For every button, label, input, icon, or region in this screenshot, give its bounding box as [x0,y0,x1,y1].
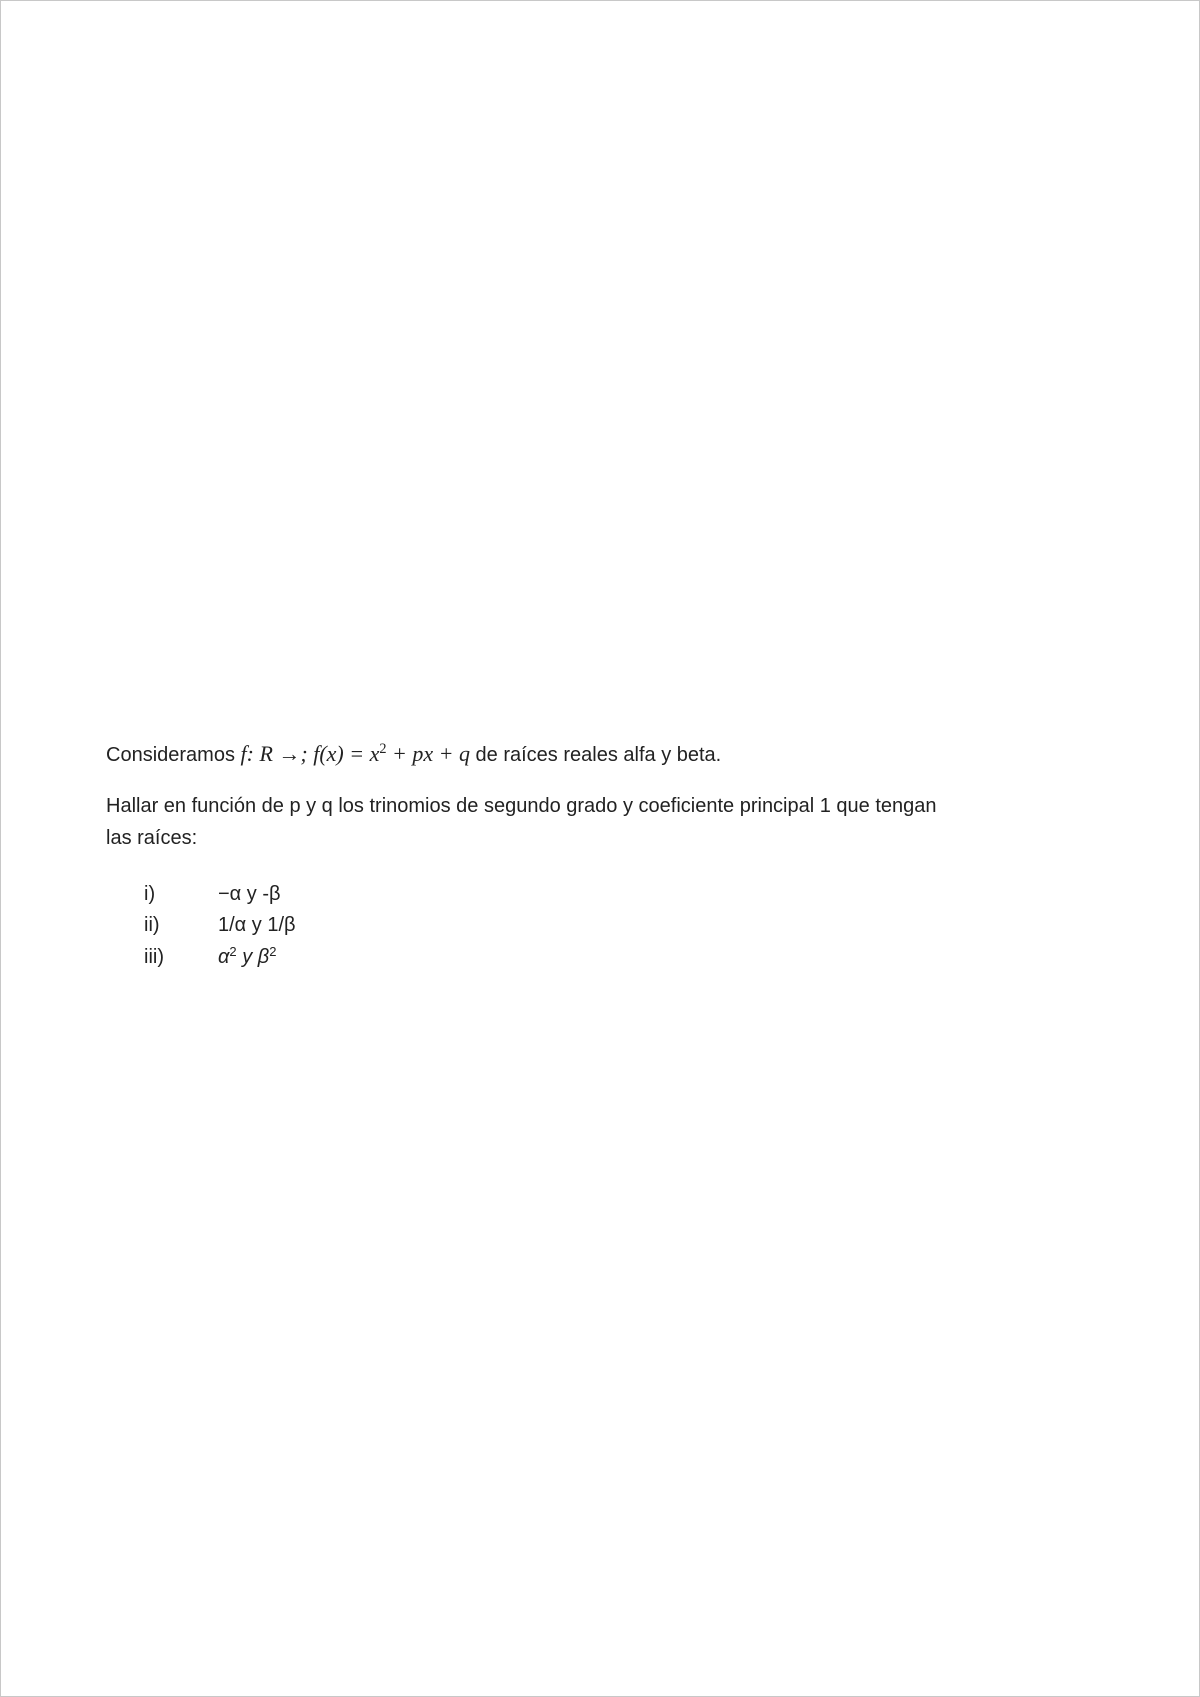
item-3-label: iii) [144,946,164,968]
function-rest-text: + px + q [386,741,470,766]
item-2-value: 1/α y 1/β [218,914,296,936]
intro-prefix: Consideramos [106,744,241,766]
intro-suffix: de raíces reales alfa y beta. [469,744,722,766]
function-definition [241,741,470,766]
item-1-label: i) [144,883,156,905]
item-2-label: ii) [144,914,160,936]
exponent-2: 2 [379,741,387,758]
item-3-alpha: α [218,946,230,968]
task-line-2: las raíces: [106,827,198,849]
item-3-exp-a: 2 [229,943,237,959]
function-def-text: f: R →; f(x) = x [240,741,380,766]
item-3-value [218,943,277,969]
task-line-1: Hallar en función de p y q los trinomios de segundo grado y coeficiente principal 1 que tengan [106,795,937,817]
item-1-value: −α y -β [218,883,281,905]
item-3-exp-b: 2 [269,943,277,959]
item-3-mid: y β [236,946,270,968]
intro-paragraph [106,741,721,767]
